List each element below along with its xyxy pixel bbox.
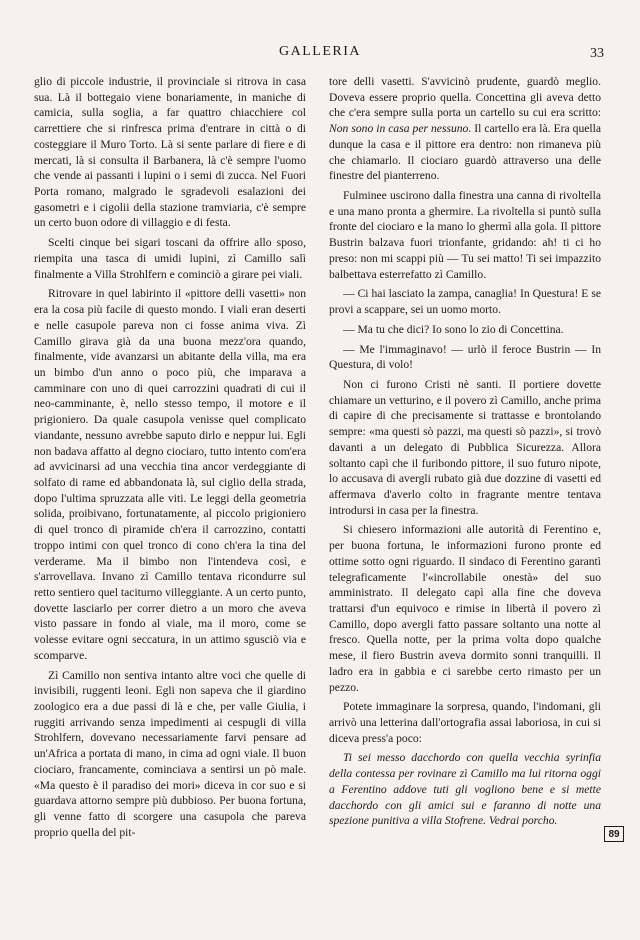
paragraph: Scelti cinque bei sigari toscani da offrire allo sposo, riempita una tasca di umidi lupini, zì Camillo salì finalmente a Villa Strohlfern e cominciò a girare pei viali. [34,236,306,281]
text-columns [34,74,601,841]
paragraph-text: Il cartello era là. Era quella dunque la casa e il pittore era dentro: non rimaneva più che chiamarlo. Il ciociaro guardò attraverso una delle finestre del pianterreno. [329,122,601,183]
page-badge: 89 [604,826,624,842]
paragraph: Fulminee uscirono dalla finestra una canna di rivoltella e una mano pronta a ghermire. La rivoltella si puntò sulla fronte del ciociaro e la mano lo ghermì alla gola. Il pittore Bustrin balzava fuori trionfante, gridando: ah! ti ci ho preso: non mi scappi più — Tu sei matto! Ti sei impazzito balbettava esterrefatto zì Camillo. [329,189,601,281]
paragraph: Non ci furono Cristi nè santi. Il portiere dovette chiamare un vetturino, e il povero zì Camillo, anche prima di capire di che precisamente si trattasse e brontolando sempre: «ma questi sò pazzi, ma questi sò pazzi», si trovò davanti a un delegato di Pubblica Sicurezza. Allora soltanto capì che il furibondo pittore, il suo futuro nipote, lo accusava di avergli rubato già due dozzine di vasetti ed affermava d'averlo colto in fragrante mentre tentava introdursi in casa per la finestra. [329,377,601,517]
running-title: GALLERIA [279,44,361,59]
paragraph: glio di piccole industrie, il provinciale si ritrova in casa sua. Là il bottegaio viene bonariamente, in maniche di camicia, sulla soglia, a far quattro chiacchiere col carrettiere che si rinfresca prima d'entrare in città o di costeggiare il Muro Torto. Là si sente parlare di fiere e di mercati, là si consulta il Barbanera, là c'è sempre l'uomo che vende ai passanti i lupini o i semi di zucca. Nel Fuori Porta romano, malgrado le sgradevoli esalazioni dei gasometri e i cigolii della stazione tramviaria, c'è sempre un certo buon odore di villaggio e di festa. [34,75,306,230]
paragraph: Si chiesero informazioni alle autorità di Ferentino e, per buona fortuna, le informazioni furono pronte ed ottime sotto ogni riguardo. Il sindaco di Ferentino garantì telegraficamente l'«incrollabile onestà» del suo amministrato. Il delegato capì alla fine che doveva trattarsi d'un equivoco e rimise in libertà il povero zì Camillo, dopo avergli fatto passare soltanto una notte al fresco. Quella notte, per la prima volta dopo qualche mese, il fiero Bustrin aveva dormito sonni tranquilli. Il ladro era in gabbia e ci sarebbe certo rimasto per un pezzo. [329,523,601,694]
page-number: 33 [590,46,604,61]
letter-quote: Ti sei messo dacchordo con quella vecchia syrinfia della contessa per rovinare zì Camillo ma lui ritorna oggi a Ferentino addove tuti gli vogliono bene e si mette dacchordo con gli amici sui e faranno di notte una spezione punitiva a villa Stofrene. Vedrai porcho. [329,751,601,828]
paragraph: Zì Camillo non sentiva intanto altre voci che quelle di invisibili, ruggenti leoni. Egli non sapeva che il giardino zoologico era a due passi di là e che, per valle Giulia, i ruggiti arrivando senza impedimenti ai cespugli di villa Strohlfern, dovevano necessariamente farvi pensare ad un'Africa a portata di mano, in cima ad ogni viale. Il buon ciociaro, francamente, cominciava a sentirsi un pò male. «Ma questo è il paradiso dei mori» diceva in cor suo e si guardava attorno sempre più dubbioso. Per buona fortuna, gli venne fatto di scorgere una casupola che pareva proprio quella del pit- [34,668,306,839]
paragraph: — Ma tu che dici? Io sono lo zio di Concettina. [343,322,564,336]
paragraph [329,74,601,184]
paragraph: — Me l'immaginavo! — urlò il feroce Bustrin — In Questura, di volo! [329,342,601,372]
right-column [329,74,601,841]
sign-text: Non sono in casa per nessuno. [329,122,472,136]
paragraph: — Ci hai lasciato la zampa, canaglia! In Questura! E se provi a scappare, sei un uomo morto. [329,287,601,317]
paragraph-text: tore delli vasetti. S'avvicinò prudente, guardò meglio. Doveva essere proprio quella. Concettina gli aveva detto che c'era sempre sulla porta un cartello su cui era scritto: [329,75,601,120]
paragraph: Potete immaginare la sorpresa, quando, l'indomani, gli arrivò una letterina dall'ortografia assai laboriosa, in cui si diceva press'a poco: [329,700,601,745]
paragraph: Ritrovare in quel labirinto il «pittore delli vasetti» non era la cosa più facile di questo mondo. I viali eran deserti e nelle casupole pareva non ci fosse anima viva. Zì Camillo girava già da una buona mezz'ora quando, finalmente, vide avanzarsi un abitante della villa, ma era un bimbo d'un anno o poco più, che imparava a camminare con uno di quei carrozzini quadrati di cui il neo-camminante, è, nello stesso tempo, il motore e il prigioniero. Da quale casupola venisse quel complicato viandante, nessuno avrebbe saputo dirlo e neppur lui. Egli non badava affatto al degno ciociaro, tutto intento com'era ad avvicinarsi ad una vecchia tina ancor verdeggiante di solfato di rame ed abbandonata là, sul ciglio della strada, dopo l'ultima spruzzata alle viti. Le leggi della geometria solida, proibivano, fortunatamente, al piccolo prigioniero di quel tronco di piramide ch'era il carrozzino, contatti troppo intimi con quel tronco di cono ch'era la tina del verderame. Ma il bimbo non l'intendeva così, e s'arrovellava. Invano zì Camillo tentava ricondurre sul retto sentiero quel taciturno villeggiante. A un certo punto, dovette lasciarlo per correr dietro a un moro che aveva visto passare in fondo al viale, ma il moro, come se volesse evitare ogni seccatura, in un attimo sgusciò via e scomparve. [34,287,306,662]
page-header [0,44,640,64]
left-column [34,74,306,841]
